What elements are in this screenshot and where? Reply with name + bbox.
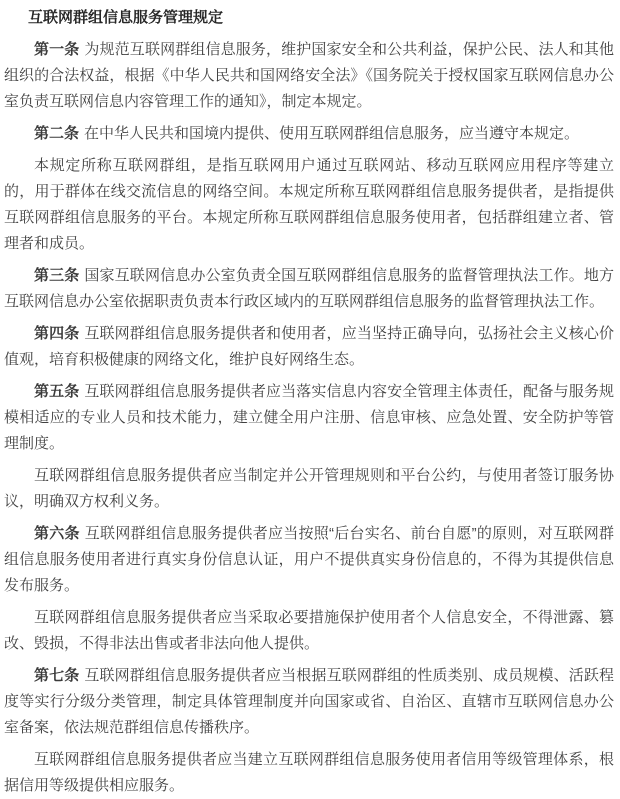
paragraph-text: 互联网群组信息服务提供者应当制定并公开管理规则和平台公约，与使用者签订服务协议，明确双方权利义务。 [4, 467, 614, 510]
article-number: 第六条 [34, 525, 80, 542]
article-number: 第五条 [34, 383, 80, 400]
paragraph-article-6-cont [4, 605, 614, 657]
article-number: 第二条 [34, 125, 80, 142]
paragraph-article-3 [4, 263, 614, 315]
paragraph-article-5-cont [4, 463, 614, 515]
paragraph-article-1 [4, 37, 614, 115]
paragraph-text: 为规范互联网群组信息服务，维护国家安全和公共利益，保护公民、法人和其他组织的合法权益，根据《中华人民共和国网络安全法》《国务院关于授权国家互联网信息办公室负责互联网信息内容管理工作的通知》，制定本规定。 [4, 41, 614, 110]
paragraph-article-2 [4, 121, 614, 147]
paragraph-text: 互联网群组信息服务提供者应当落实信息内容安全管理主体责任，配备与服务规模相适应的专业人员和技术能力，建立健全用户注册、信息审核、应急处置、安全防护等管理制度。 [4, 383, 614, 452]
paragraph-text: 互联网群组信息服务提供者应当根据互联网群组的性质类别、成员规模、活跃程度等实行分级分类管理，制定具体管理制度并向国家或省、自治区、直辖市互联网信息办公室备案，依法规范群组信息传播秩序。 [4, 667, 614, 736]
paragraph-text: 本规定所称互联网群组，是指互联网用户通过互联网站、移动互联网应用程序等建立的，用于群体在线交流信息的网络空间。本规定所称互联网群组信息服务提供者，是指提供互联网群组信息服务的平台。本规定所称互联网群组信息服务使用者，包括群组建立者、管理者和成员。 [4, 157, 614, 252]
paragraph-article-7-cont [4, 747, 614, 799]
article-number: 第一条 [34, 41, 80, 58]
article-number: 第七条 [34, 667, 80, 684]
paragraph-text: 互联网群组信息服务提供者应当按照“后台实名、前台自愿”的原则，对互联网群组信息服务使用者进行真实身份信息认证，用户不提供真实身份信息的，不得为其提供信息发布服务。 [4, 525, 614, 594]
article-number: 第三条 [34, 267, 80, 284]
paragraph-text: 互联网群组信息服务提供者应当采取必要措施保护使用者个人信息安全，不得泄露、篡改、毁损，不得非法出售或者非法向他人提供。 [4, 609, 614, 652]
paragraph-article-2-cont [4, 153, 614, 257]
article-number: 第四条 [34, 325, 80, 342]
page-title: 互联网群组信息服务管理规定 [28, 9, 224, 26]
paragraph-text: 互联网群组信息服务提供者和使用者，应当坚持正确导向，弘扬社会主义核心价值观，培育积极健康的网络文化，维护良好网络生态。 [4, 325, 614, 368]
paragraph-text: 在中华人民共和国境内提供、使用互联网群组信息服务，应当遵守本规定。 [84, 125, 580, 142]
paragraph-article-5 [4, 379, 614, 457]
paragraph-article-4 [4, 321, 614, 373]
paragraph-text: 互联网群组信息服务提供者应当建立互联网群组信息服务使用者信用等级管理体系，根据信用等级提供相应服务。 [4, 751, 614, 794]
paragraph-article-6 [4, 521, 614, 599]
paragraph-text: 国家互联网信息办公室负责全国互联网群组信息服务的监督管理执法工作。地方互联网信息办公室依据职责负责本行政区域内的互联网群组信息服务的监督管理执法工作。 [4, 267, 614, 310]
paragraph-article-7 [4, 663, 614, 741]
